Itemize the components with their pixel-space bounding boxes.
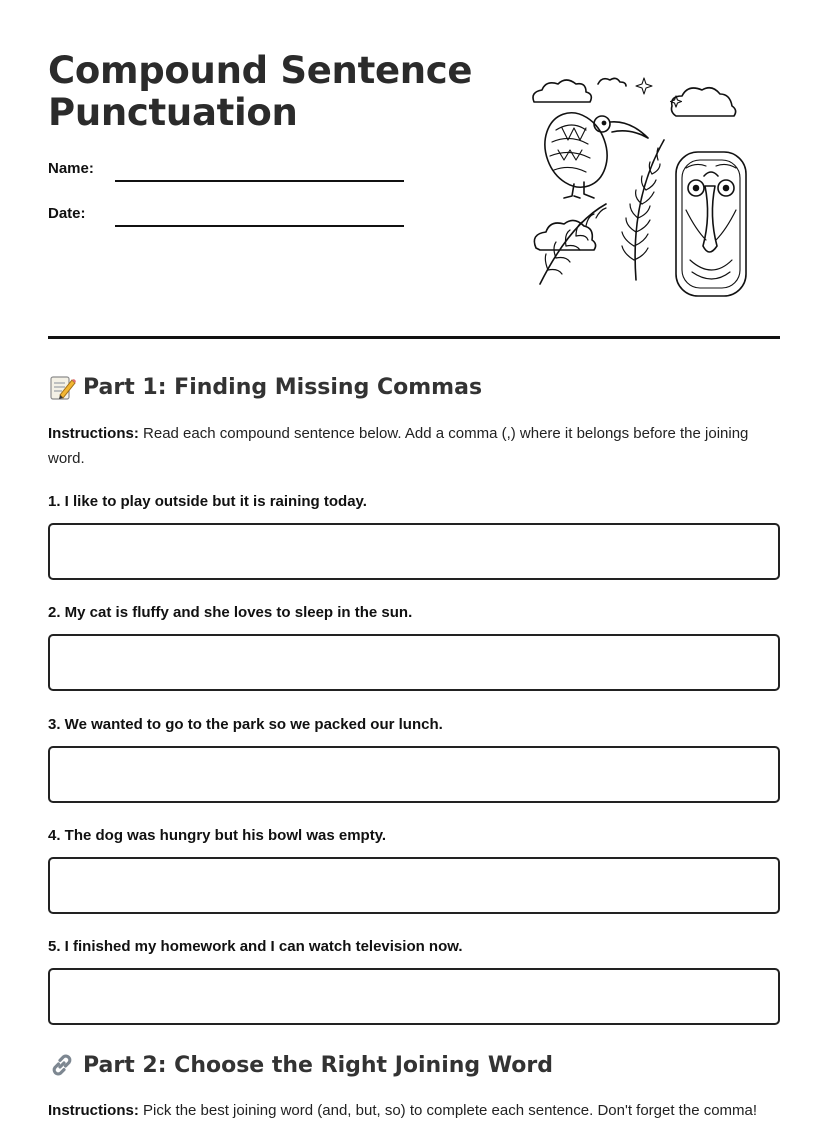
question-3-text: 3. We wanted to go to the park so we packed our lunch. — [48, 716, 443, 733]
part1-instructions-label: Instructions: — [48, 425, 139, 442]
part1-title-text: Part 1: Finding Missing Commas — [83, 374, 483, 400]
date-line[interactable] — [115, 225, 404, 227]
kiwi-bird-fern-tiki-illustration-icon — [526, 70, 762, 302]
question-3-answer-box[interactable] — [48, 746, 780, 803]
name-label: Name: — [48, 160, 94, 177]
question-2-answer-box[interactable] — [48, 634, 780, 691]
part2-instructions-label: Instructions: — [48, 1102, 139, 1119]
date-label: Date: — [48, 205, 86, 222]
worksheet-header — [48, 0, 780, 340]
name-line[interactable] — [115, 180, 404, 182]
question-1 — [48, 493, 780, 515]
name-field[interactable] — [48, 160, 408, 190]
question-4 — [48, 827, 780, 849]
worksheet-page — [48, 0, 780, 1119]
question-2-text: 2. My cat is fluffy and she loves to sleep in the sun. — [48, 604, 413, 621]
memo-pencil-icon — [48, 373, 76, 401]
part2-title-text: Part 2: Choose the Right Joining Word — [83, 1052, 554, 1078]
part1-title — [48, 373, 482, 401]
question-5-text: 5. I finished my homework and I can watch television now. — [48, 938, 463, 955]
part2-title — [48, 1051, 553, 1079]
question-3 — [48, 716, 780, 738]
part2-instructions — [48, 1098, 780, 1123]
question-1-text: 1. I like to play outside but it is raining today. — [48, 493, 367, 510]
question-5 — [48, 938, 780, 960]
header-divider — [48, 336, 780, 339]
question-4-text: 4. The dog was hungry but his bowl was empty. — [48, 827, 387, 844]
question-5-answer-box[interactable] — [48, 968, 780, 1025]
question-1-answer-box[interactable] — [48, 523, 780, 580]
part1-instructions-text: Read each compound sentence below. Add a comma (,) where it belongs before the joining word. — [48, 425, 749, 467]
question-2 — [48, 604, 780, 626]
part2-instructions-text: Pick the best joining word (and, but, so) to complete each sentence. Don't forget the comma! — [143, 1102, 758, 1119]
worksheet-title: Compound Sentence Punctuation — [48, 49, 473, 134]
part1-instructions — [48, 421, 780, 471]
date-field[interactable] — [48, 205, 408, 235]
question-4-answer-box[interactable] — [48, 857, 780, 914]
link-icon — [48, 1051, 76, 1079]
